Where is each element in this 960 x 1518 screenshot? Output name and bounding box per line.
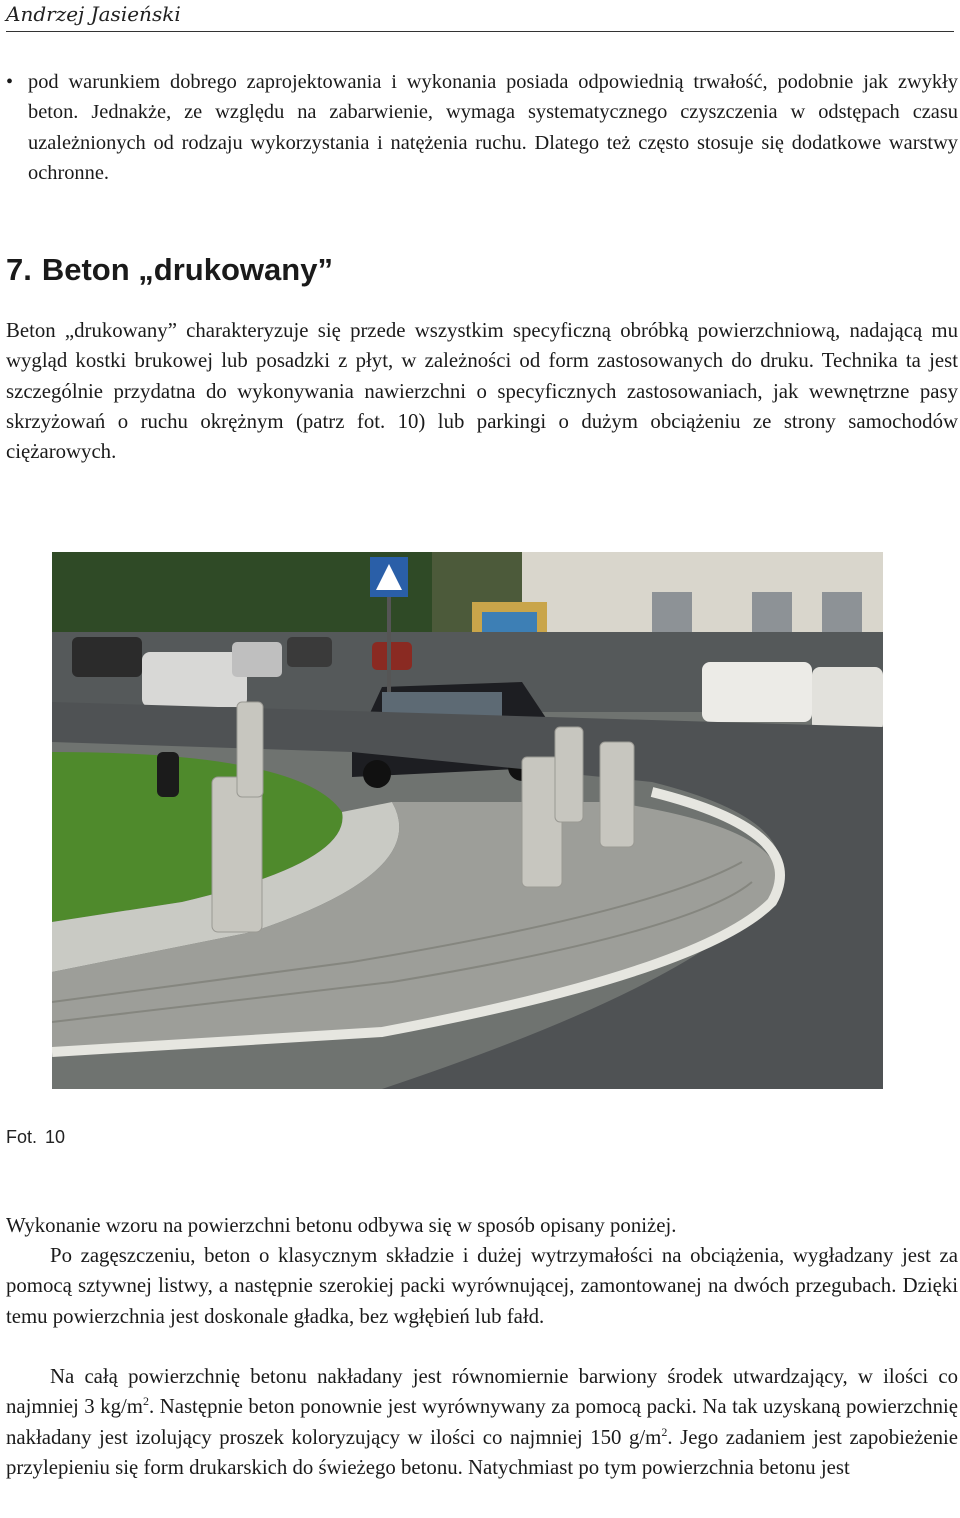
- section-number: 7.: [6, 252, 32, 287]
- caption-number: 10: [45, 1127, 66, 1147]
- paragraph-compaction: Po zagęszczeniu, beton o klasycznym składzie i dużej wytrzymałości na obciążenia, wygładzany jest za pomocą sztywnej listwy, a następnie szerokiej packi wyrównującej, zamontowanej na dwóch przegubach. Dzięki temu powierzchnia jest doskonale gładka, bez wgłębień lub fałd.: [6, 1244, 958, 1328]
- section-title: Beton „drukowany”: [41, 252, 333, 287]
- hardener-text-1: Na całą powierzchnię betonu nakładany jest równomiernie barwiony środek utwardzający, w ilości co najmniej 3 kg/m: [6, 1365, 958, 1419]
- bullet-paragraph: [6, 67, 958, 188]
- bullet-text: pod warunkiem dobrego zaprojektowania i wykonania posiada odpowiednią trwałość, podobnie jak zwykły beton. Jednakże, ze względu na zabarwienie, wymaga systematycznego czyszczenia w odstępach czasu uzależnionych od rodzaju wykorzystania i natężenia ruchu. Dlatego też często stosuje się dodatkowe warstwy ochronne.: [28, 71, 958, 184]
- superscript-2: 2: [661, 1424, 668, 1439]
- photo-caption: [6, 1124, 65, 1150]
- paragraph-procedure-intro: Wykonanie wzoru na powierzchni betonu odbywa się w sposób opisany poniżej.: [6, 1214, 677, 1237]
- section-heading: [6, 250, 343, 290]
- paragraph-intro: Beton „drukowany” charakteryzuje się przede wszystkim specyficzną obróbką powierzchniową, nadającą mu wygląd kostki brukowej lub posadzki z płyt, w zależności od form zastosowanych do druku. Technika ta jest szczególnie przydatna do wykonywania nawierzchni o specyficznych zastosowaniach, jak wewnętrzne pasy skrzyżowań o ruchu okrężnym (patrz fot. 10) lub parkingi o dużym obciążeniu ze strony samochodów ciężarowych.: [6, 319, 958, 464]
- superscript-1: 2: [142, 1394, 149, 1409]
- paragraph-hardener: [6, 1362, 958, 1483]
- hardener-text-2: . Następnie beton ponownie jest wyrównywany za pomocą packi. Na tak uzyskaną powierzchnię nakładany jest izolujący proszek koloryzujący w ilości co najmniej 150 g/m: [6, 1395, 958, 1449]
- hardener-text-3: . Jego zadaniem jest zapobieżenie przylepieniu się form drukarskich do świeżego betonu. Natychmiast po tym powierzchnia betonu jest: [6, 1425, 958, 1479]
- running-header-author: Andrzej Jasieński: [6, 2, 181, 26]
- header-divider: [6, 31, 954, 32]
- caption-label: Fot.: [6, 1127, 38, 1147]
- photo-roundabout: [52, 552, 883, 1089]
- bullet-marker: •: [6, 71, 14, 93]
